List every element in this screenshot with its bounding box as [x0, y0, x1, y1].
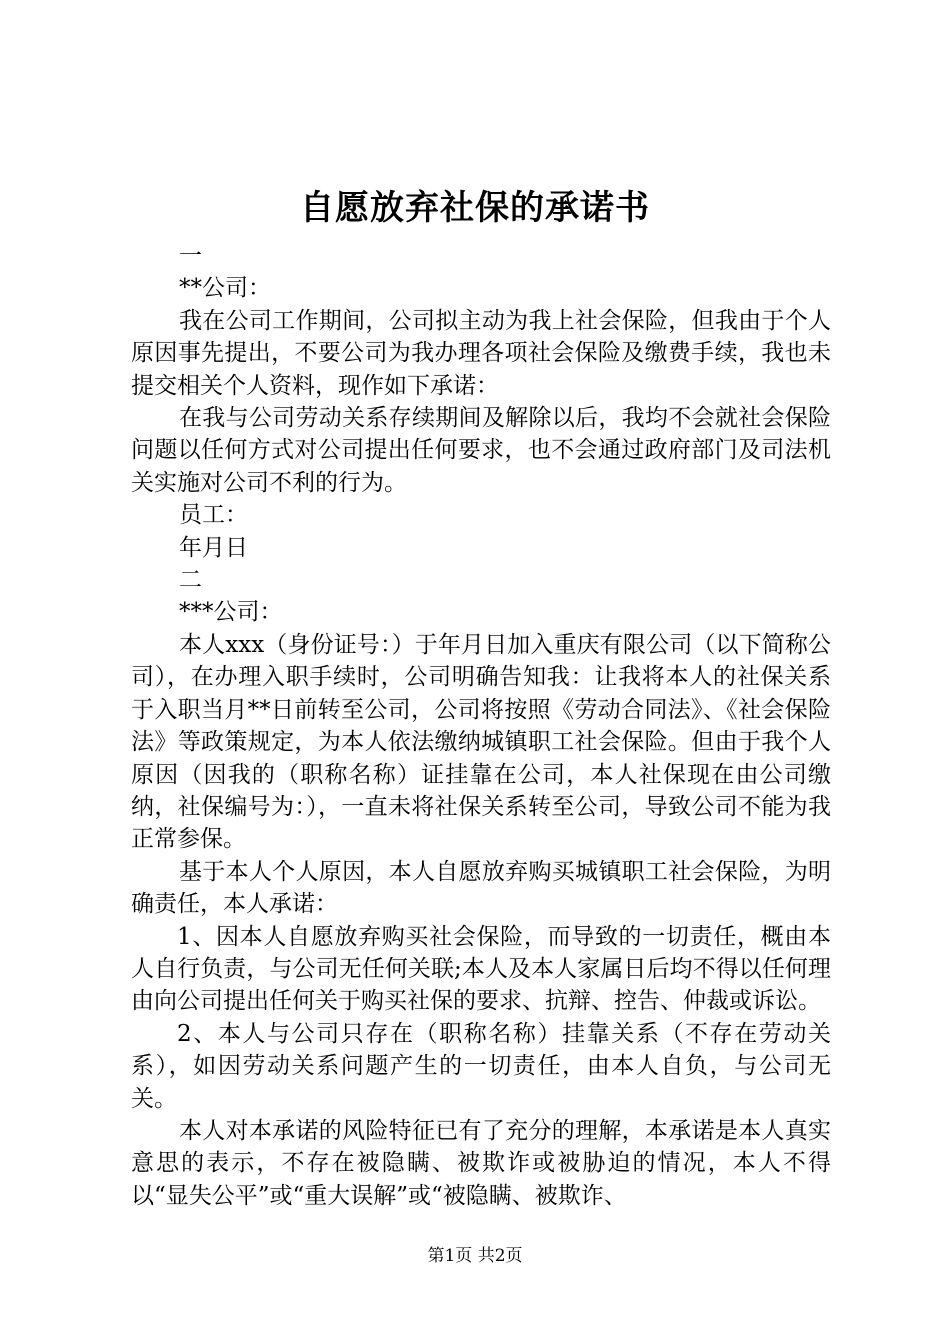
- salutation: **公司：: [179, 275, 271, 302]
- paragraph: 我在公司工作期间，公司拟主动为我上社会保险，但我由于个人原因事先提出，不要公司为我办理各项社会保险及缴费手续，我也未提交相关个人资料，现作如下承诺：: [131, 307, 831, 399]
- section-number: 一: [179, 243, 202, 269]
- date-line: 年月日: [179, 534, 248, 561]
- page-indicator: 第1页 共2页: [427, 1246, 523, 1266]
- numbered-item: 2、本人与公司只存在（职称名称）挂靠关系（不存在劳动关系），如因劳动关系问题产生的一切责任，由本人自负，与公司无关。: [131, 1020, 831, 1112]
- section-number: 二: [179, 567, 202, 594]
- signature-line: 员工：: [179, 502, 248, 529]
- paragraph: 本人xxx（身份证号：）于年月日加入重庆有限公司（以下简称公司），在办理入职手续时，公司明确告知我：让我将本人的社保关系于入职当月**日前转至公司，公司将按照《劳动合同法》、《社会保险法》等政策规定，为本人依法缴纳城镇职工社会保险。但由于我个人原因（因我的（职称名称）证挂靠在公司，本人社保现在由公司缴纳，社保编号为：），一直未将社保关系转至公司，导致公司不能为我正常参保。: [131, 631, 831, 853]
- paragraph: 基于本人个人原因，本人自愿放弃购买城镇职工社会保险，为明确责任，本人承诺：: [131, 858, 831, 918]
- document-body: [131, 240, 831, 1212]
- page-title: 自愿放弃社保的承诺书: [300, 188, 650, 228]
- salutation: ***公司：: [179, 599, 283, 626]
- numbered-item: 1、因本人自愿放弃购买社会保险，而导致的一切责任，概由本人自行负责，与公司无任何关联;本人及本人家属日后均不得以任何理由向公司提出任何关于购买社保的要求、抗辩、控告、仲裁或诉讼。: [131, 923, 831, 1015]
- paragraph: 本人对本承诺的风险特征已有了充分的理解，本承诺是本人真实意思的表示，不存在被隐瞒、被欺诈或被胁迫的情况，本人不得以“显失公平”或“重大误解”或“被隐瞒、被欺诈、: [131, 1117, 831, 1209]
- paragraph: 在我与公司劳动关系存续期间及解除以后，我均不会就社会保险问题以任何方式对公司提出任何要求，也不会通过政府部门及司法机关实施对公司不利的行为。: [131, 405, 831, 496]
